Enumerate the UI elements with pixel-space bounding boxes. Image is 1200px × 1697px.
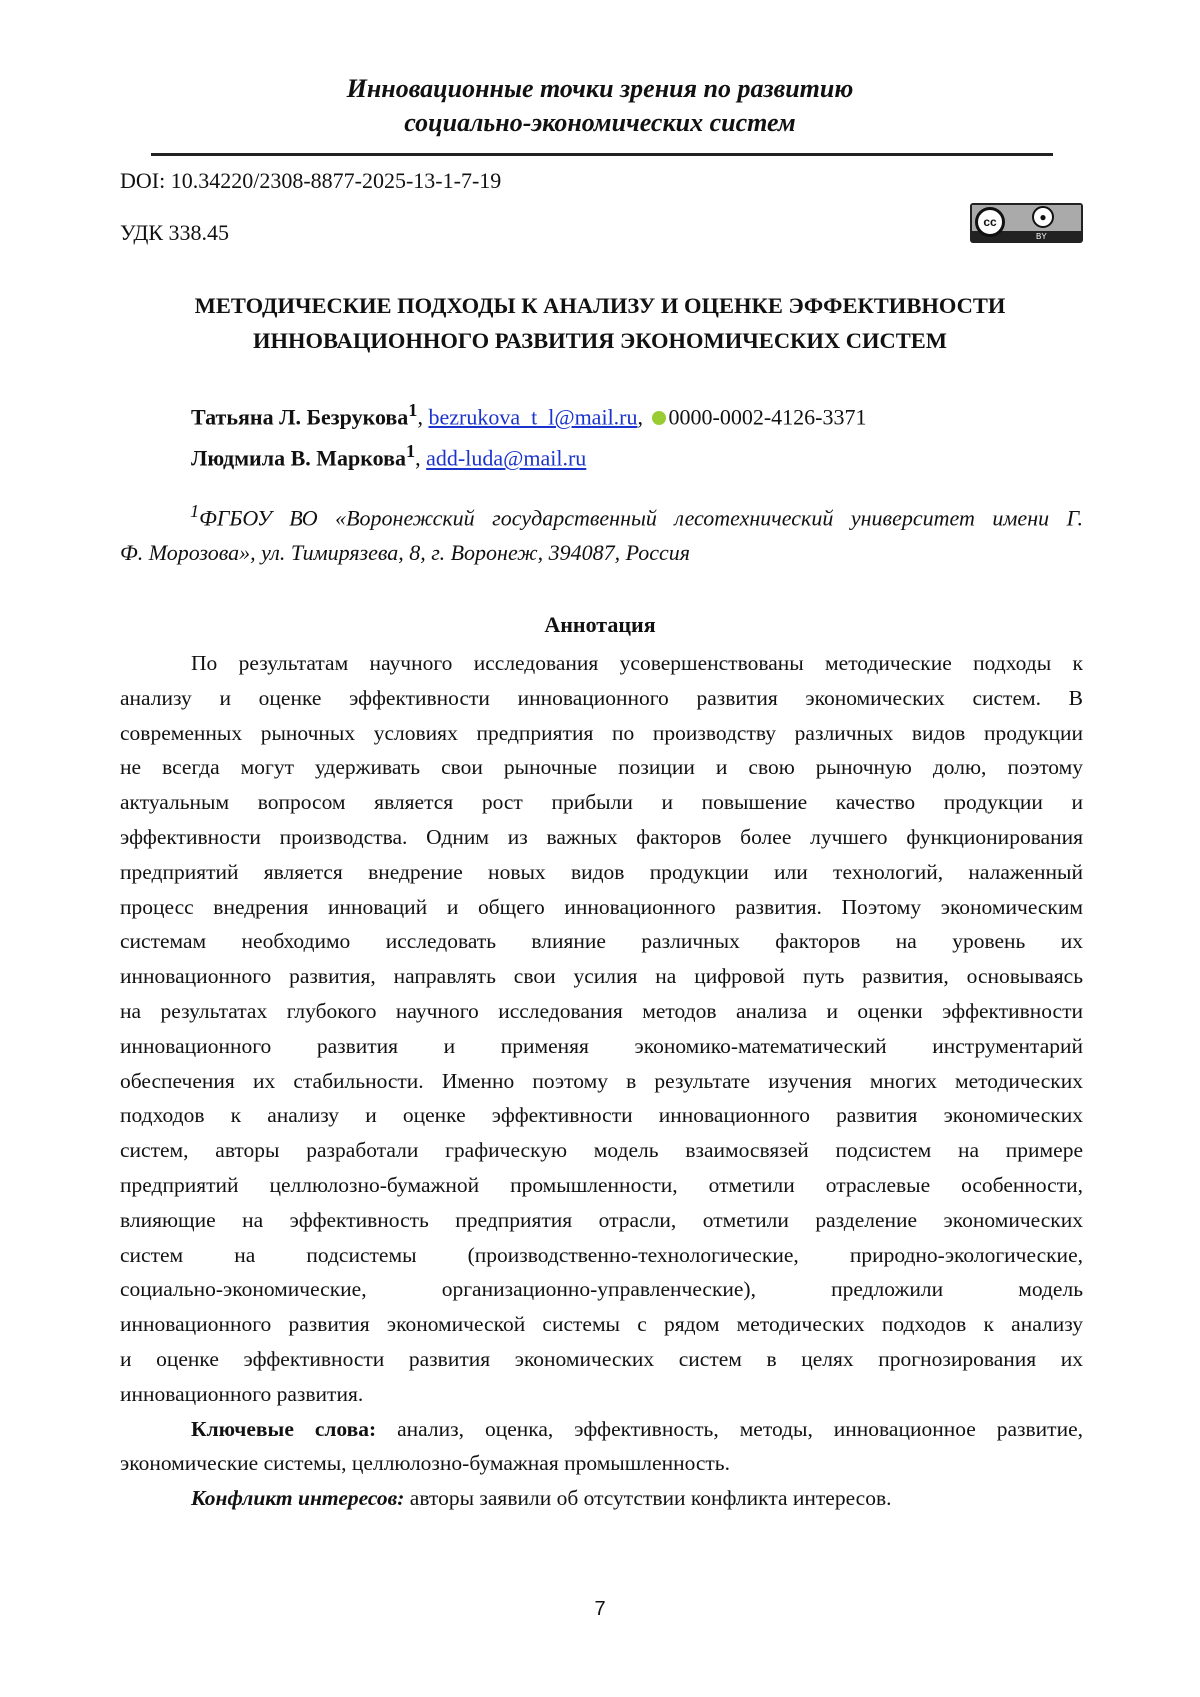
author-sup: 1 bbox=[408, 400, 418, 420]
conflict-of-interest bbox=[120, 1481, 1083, 1516]
author-1: Татьяна Л. Безрукова$^1$, bezrukova_t_l@mail.ru, 0000-0002-4126-3371 bbox=[191, 400, 867, 430]
journal-header bbox=[0, 72, 1200, 140]
header-divider bbox=[151, 153, 1053, 156]
annotation-line: инновационного развития экономической системы с рядом методических подходов к анализу bbox=[120, 1312, 1083, 1337]
annotation-line: эффективности производства. Одним из важных факторов более лучшего функционирования bbox=[120, 824, 1083, 849]
annotation-line: на результатах глубокого научного исследования методов анализа и оценки эффективности bbox=[120, 998, 1083, 1023]
journal-header-line2: социально-экономических систем bbox=[404, 108, 796, 137]
orcid-icon bbox=[652, 411, 666, 425]
annotation-line: процесс внедрения инноваций и общего инновационного развития. Поэтому экономическим bbox=[120, 894, 1083, 919]
affiliation-sup: 1 bbox=[190, 501, 200, 521]
annotation-line: инновационного развития. bbox=[120, 1381, 364, 1406]
doi: DOI: 10.34220/2308-8877-2025-13-1-7-19 bbox=[120, 168, 502, 193]
keywords-line2: экономические системы, целлюлозно-бумажная промышленность. bbox=[120, 1451, 730, 1476]
affiliation-line2: Ф. Морозова», ул. Тимирязева, 8, г. Воронеж, 394087, Россия bbox=[120, 540, 691, 566]
annotation-body bbox=[120, 646, 1083, 1516]
annotation-line: инновационного развития и применяя экономико-математический инструментарий bbox=[120, 1033, 1083, 1058]
annotation-line: современных рыночных условиях предприятия по производству различных видов продукции bbox=[120, 720, 1083, 745]
keywords bbox=[120, 1412, 1083, 1447]
author-name: Людмила В. Маркова bbox=[191, 445, 406, 471]
annotation-line: и оценке эффективности развития экономических систем в целях прогнозирования их bbox=[120, 1346, 1083, 1371]
title-line1: МЕТОДИЧЕСКИЕ ПОДХОДЫ К АНАЛИЗУ И ОЦЕНКЕ ЭФФЕКТИВНОСТИ bbox=[194, 293, 1006, 318]
author-2: Людмила В. Маркова$^1$, add-luda@mail.ru bbox=[191, 441, 587, 471]
annotation-line: предприятий является внедрение новых видов продукции или технологий, налаженный bbox=[120, 859, 1083, 884]
title-line2: ИННОВАЦИОННОГО РАЗВИТИЯ ЭКОНОМИЧЕСКИХ СИСТЕМ bbox=[252, 328, 948, 353]
author-sup: 1 bbox=[405, 441, 416, 462]
annotation-line: влияющие на эффективность предприятия отрасли, отметили разделение экономических bbox=[120, 1207, 1083, 1232]
annotation-line: системам необходимо исследовать влияние различных факторов на уровень их bbox=[120, 929, 1083, 954]
affiliation-line1: ФГБОУ ВО «Воронежский государственный лесотехнический университет имени Г. bbox=[199, 505, 1083, 531]
annotation-line: предприятий целлюлозно-бумажной промышленности, отметили отраслевые особенности, bbox=[120, 1172, 1083, 1197]
orcid-id: 0000-0002-4126-3371 bbox=[668, 404, 867, 430]
by-label: BY bbox=[1036, 232, 1047, 241]
author-email-link[interactable]: bezrukova_t_l@mail.ru bbox=[428, 404, 638, 430]
page-number: 7 bbox=[594, 1598, 606, 1620]
annotation-line: По результатам научного исследования усовершенствованы методические подходы к bbox=[191, 651, 1083, 675]
article-title bbox=[0, 288, 1200, 358]
conflict-label: Конфликт интересов: bbox=[191, 1486, 405, 1511]
keywords-label: Ключевые слова: bbox=[191, 1416, 377, 1441]
annotation-line: инновационного развития, направлять свои усилия на цифровой путь развития, основываясь bbox=[120, 964, 1083, 989]
annotation-line: систем, авторы разработали графическую модель взаимосвязей подсистем на примере bbox=[120, 1138, 1083, 1163]
cc-icon: cc bbox=[975, 207, 1005, 237]
affiliation bbox=[120, 494, 1083, 570]
author-email-link[interactable]: add-luda@mail.ru bbox=[426, 445, 587, 471]
udk: УДК 338.45 bbox=[120, 220, 230, 245]
authors bbox=[191, 393, 867, 476]
annotation-line: социально-экономические, организационно-управленческие), предложили модель bbox=[120, 1277, 1083, 1302]
person-icon: ● bbox=[1032, 206, 1054, 228]
annotation-line: актуальным вопросом является рост прибыли и повышение качество продукции и bbox=[120, 790, 1083, 815]
annotation-line: анализу и оценке эффективности инновационного развития экономических систем. В bbox=[120, 685, 1083, 710]
cc-by-license-badge[interactable] bbox=[970, 203, 1083, 243]
annotation-line: обеспечения их стабильности. Именно поэтому в результате изучения многих методических bbox=[120, 1068, 1083, 1093]
keywords-line1: анализ, оценка, эффективность, методы, инновационное развитие, bbox=[376, 1416, 1084, 1441]
author-name: Татьяна Л. Безрукова bbox=[191, 404, 409, 430]
annotation-heading: Аннотация bbox=[544, 612, 656, 637]
annotation-line: подходов к анализу и оценке эффективности инновационного развития экономических bbox=[120, 1103, 1083, 1128]
journal-header-line1: Инновационные точки зрения по развитию bbox=[346, 74, 854, 103]
annotation-line: не всегда могут удерживать свои рыночные позиции и свою рыночную долю, поэтому bbox=[120, 755, 1083, 780]
annotation-line: систем на подсистемы (производственно-технологические, природно-экологические, bbox=[120, 1242, 1083, 1267]
conflict-text: авторы заявили об отсутствии конфликта интересов. bbox=[404, 1486, 892, 1511]
